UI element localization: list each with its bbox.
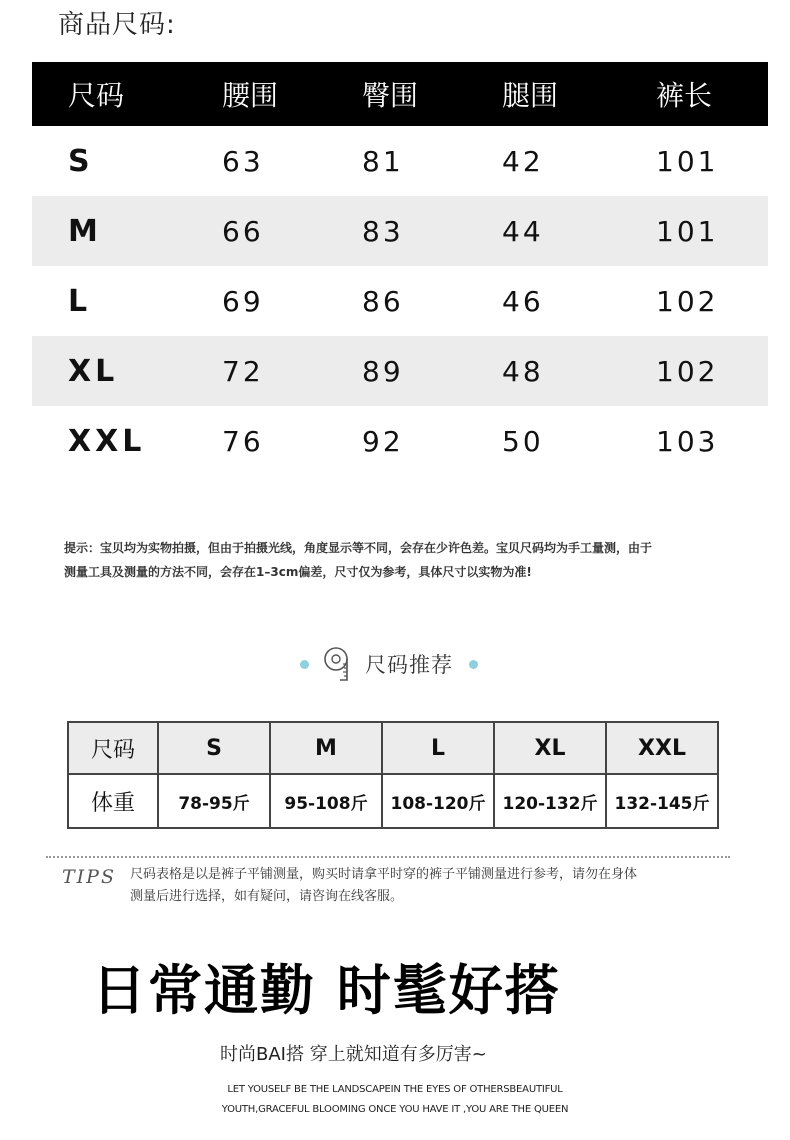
waist-cell: 66 bbox=[222, 214, 264, 248]
size-cell: M bbox=[270, 722, 382, 774]
size-cell: XXL bbox=[68, 423, 146, 459]
waist-cell: 63 bbox=[222, 144, 264, 178]
hip-cell: 83 bbox=[362, 214, 404, 248]
length-cell: 102 bbox=[656, 354, 719, 388]
weight-cell: 132-145斤 bbox=[606, 774, 718, 828]
table-row bbox=[68, 774, 718, 828]
hip-cell: 81 bbox=[362, 144, 404, 178]
weight-cell: 120-132斤 bbox=[494, 774, 606, 828]
dotted-divider bbox=[46, 856, 730, 858]
tagline-line: LET YOUSELF BE THE LANDSCAPEIN THE EYES OF OTHERSBEAUTIFUL bbox=[227, 1084, 563, 1095]
waist-cell: 76 bbox=[222, 424, 264, 458]
note-line: 提示：宝贝均为实物拍摄，但由于拍摄光线，角度显示等不同，会存在少许色差。宝贝尺码均为手工量测，由于 bbox=[64, 541, 653, 555]
row-label: 体重 bbox=[68, 774, 158, 828]
table-row bbox=[68, 722, 718, 774]
dot-icon bbox=[300, 660, 309, 669]
thigh-cell: 42 bbox=[502, 144, 544, 178]
length-cell: 103 bbox=[656, 424, 719, 458]
size-table-header bbox=[32, 62, 768, 126]
thigh-cell: 44 bbox=[502, 214, 544, 248]
size-cell: L bbox=[382, 722, 494, 774]
weight-cell: 78-95斤 bbox=[158, 774, 270, 828]
size-cell: XL bbox=[68, 353, 119, 389]
table-row bbox=[32, 266, 768, 336]
weight-table bbox=[67, 721, 719, 829]
size-cell: XXL bbox=[606, 722, 718, 774]
note-line: 测量工具及测量的方法不同，会存在1–3cm偏差，尺寸仅为参考，具体尺寸以实物为准! bbox=[64, 565, 532, 579]
hip-cell: 92 bbox=[362, 424, 404, 458]
measurement-note bbox=[64, 536, 744, 584]
tips-line: 尺码表格是以是裤子平铺测量，购买时请拿平时穿的裤子平铺测量进行参考，请勿在身体 bbox=[130, 867, 638, 882]
waist-cell: 69 bbox=[222, 284, 264, 318]
recommend-header bbox=[300, 644, 478, 684]
table-row bbox=[32, 406, 768, 476]
length-cell: 102 bbox=[656, 284, 719, 318]
thigh-cell: 50 bbox=[502, 424, 544, 458]
recommend-title: 尺码推荐 bbox=[365, 653, 453, 677]
slogan-subtitle: 时尚BAI搭 穿上就知道有多厉害~ bbox=[220, 1044, 487, 1065]
page-title: 商品尺码: bbox=[58, 10, 176, 40]
header-cell: 尺码 bbox=[68, 79, 125, 112]
english-tagline bbox=[150, 1080, 640, 1120]
table-row bbox=[32, 126, 768, 196]
header-cell: 腿围 bbox=[502, 79, 559, 112]
weight-cell: 95-108斤 bbox=[270, 774, 382, 828]
tagline-line: YOUTH,GRACEFUL BLOOMING ONCE YOU HAVE IT ,YOU ARE THE QUEEN bbox=[221, 1104, 569, 1115]
header-cell: 裤长 bbox=[656, 79, 713, 112]
header-cell: 腰围 bbox=[222, 79, 279, 112]
hip-cell: 89 bbox=[362, 354, 404, 388]
tips-text bbox=[130, 864, 730, 908]
hip-cell: 86 bbox=[362, 284, 404, 318]
table-row bbox=[32, 336, 768, 406]
tips-line: 测量后进行选择，如有疑问，请咨询在线客服。 bbox=[130, 889, 404, 904]
tips-label: TIPS bbox=[62, 866, 116, 888]
slogan-heading: 日常通勤 时髦好搭 bbox=[92, 959, 561, 1022]
length-cell: 101 bbox=[656, 214, 719, 248]
table-row bbox=[32, 196, 768, 266]
dot-icon bbox=[469, 660, 478, 669]
size-table bbox=[32, 62, 768, 476]
size-cell: S bbox=[68, 143, 94, 179]
weight-cell: 108-120斤 bbox=[382, 774, 494, 828]
tape-measure-icon bbox=[323, 646, 357, 682]
size-cell: L bbox=[68, 283, 92, 319]
header-cell: 臀围 bbox=[362, 79, 419, 112]
size-cell: S bbox=[158, 722, 270, 774]
thigh-cell: 46 bbox=[502, 284, 544, 318]
size-cell: XL bbox=[494, 722, 606, 774]
header-cell: 尺码 bbox=[68, 722, 158, 774]
thigh-cell: 48 bbox=[502, 354, 544, 388]
length-cell: 101 bbox=[656, 144, 719, 178]
waist-cell: 72 bbox=[222, 354, 264, 388]
size-cell: M bbox=[68, 213, 102, 249]
